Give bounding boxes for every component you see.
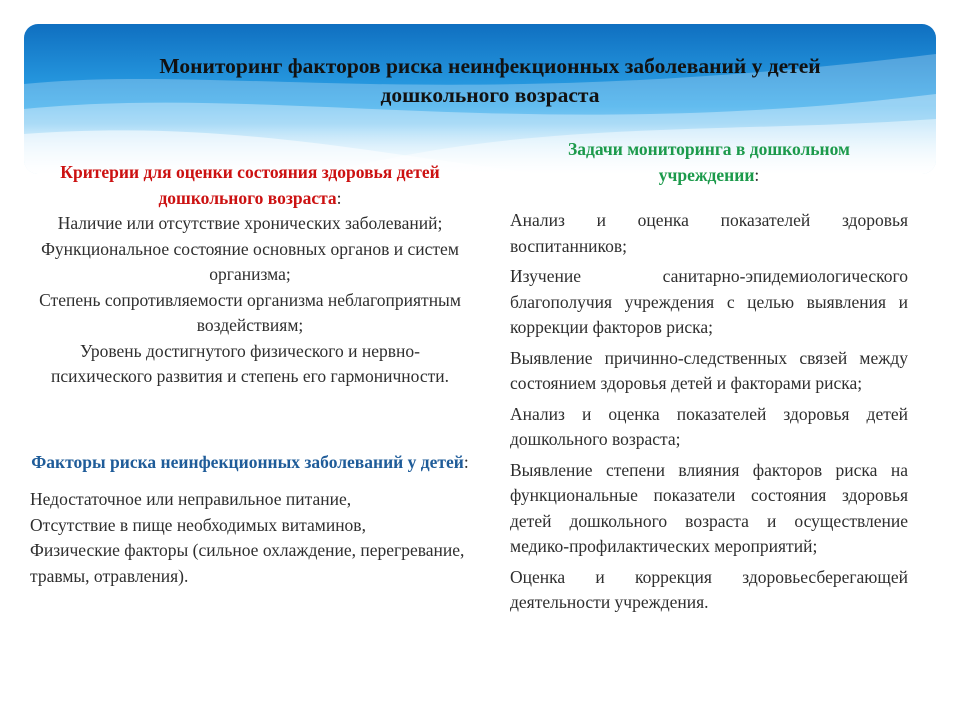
tasks-item: Изучение санитарно-эпидемиологического благополучия учреждения с целью выявления и коррекции факторов риска; bbox=[510, 266, 908, 337]
criteria-item: Степень сопротивляемости организма неблагоприятным воздействиям; bbox=[39, 289, 461, 335]
tasks-item: Оценка и коррекция здоровьесберегающей деятельности учреждения. bbox=[510, 566, 908, 612]
tasks-list bbox=[510, 208, 908, 616]
page-title: Мониторинг факторов риска неинфекционных заболеваний у детей дошкольного возраста bbox=[159, 54, 821, 107]
factors-colon: : bbox=[463, 451, 469, 472]
tasks-item: Выявление степени влияния факторов риска на функциональные показатели состояния здоровья детей дошкольного возраста и осуществление медико-профилактических мероприятий; bbox=[510, 459, 908, 556]
criteria-colon: : bbox=[336, 187, 342, 208]
criteria-item: Функциональное состояние основных органов и систем организма; bbox=[41, 238, 459, 284]
tasks-item: Анализ и оценка показателей здоровья воспитанников; bbox=[510, 210, 908, 256]
left-column bbox=[30, 160, 470, 589]
criteria-item: Уровень достигнутого физического и нервно-психического развития и степень его гармоничности. bbox=[50, 340, 449, 386]
factors-heading: Факторы риска неинфекционных заболеваний у детей bbox=[31, 451, 464, 472]
criteria-heading-block bbox=[30, 160, 470, 211]
factors-heading-block bbox=[30, 450, 470, 476]
factors-item: Физические факторы (сильное охлаждение, перегревание, травмы, отравления). bbox=[30, 540, 465, 586]
right-column bbox=[510, 137, 908, 621]
tasks-colon: : bbox=[754, 164, 760, 185]
factors-list bbox=[30, 487, 470, 589]
tasks-heading: Задачи мониторинга в дошкольном учреждении bbox=[568, 139, 850, 185]
criteria-heading: Критерии для оценки состояния здоровья детей дошкольного возраста bbox=[60, 162, 440, 208]
factors-item: Недостаточное или неправильное питание, bbox=[30, 489, 352, 509]
tasks-item: Анализ и оценка показателей здоровья детей дошкольного возраста; bbox=[510, 403, 908, 449]
tasks-heading-block bbox=[510, 137, 908, 188]
criteria-item: Наличие или отсутствие хронических заболеваний; bbox=[57, 213, 443, 233]
factors-item: Отсутствие в пище необходимых витаминов, bbox=[30, 514, 366, 535]
tasks-item: Выявление причинно-следственных связей между состоянием здоровья детей и факторами риска; bbox=[510, 347, 908, 393]
